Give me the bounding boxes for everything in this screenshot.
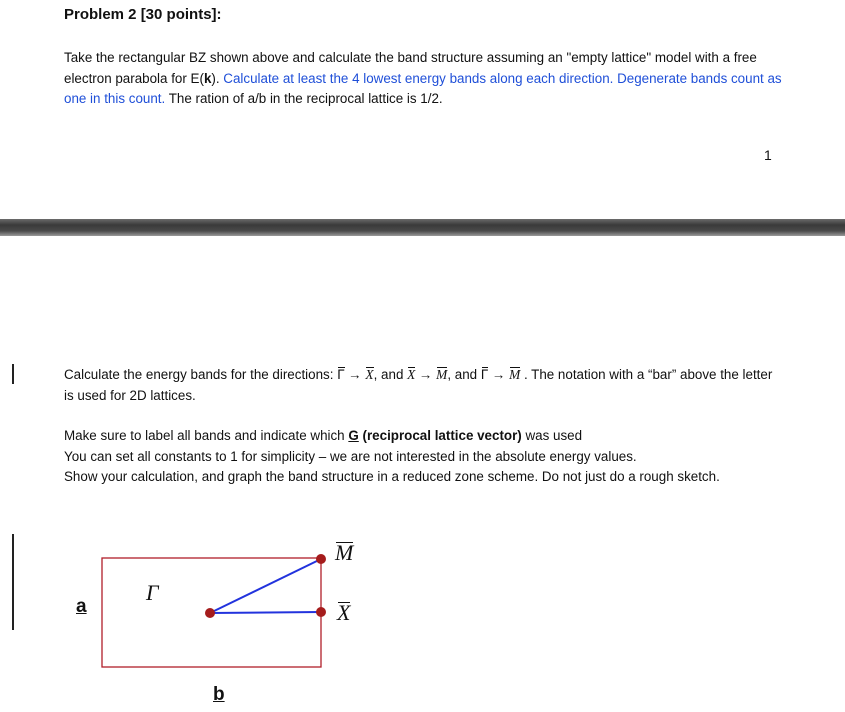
directions-text-1: Calculate the energy bands for the directions: <box>64 367 338 382</box>
x-symbol: X <box>365 365 373 386</box>
label-m-text: M <box>335 540 354 565</box>
label-a: a <box>76 596 87 617</box>
page-divider <box>0 219 845 236</box>
text-cursor-mark <box>12 364 14 384</box>
arrow-3: → <box>488 367 510 382</box>
arrow-2: → <box>415 367 437 382</box>
m-symbol: M <box>436 365 447 386</box>
intro-k-vector: k <box>203 70 212 86</box>
directions-paragraph <box>64 365 784 406</box>
x-point <box>316 607 326 617</box>
instruction-bold: (reciprocal lattice vector) <box>358 428 522 443</box>
x-symbol: X <box>407 365 415 386</box>
label-b: b <box>213 684 225 705</box>
page-number: 1 <box>764 147 772 163</box>
intro-text-3: The ration of a/b in the reciprocal lattice is 1/2. <box>165 91 443 106</box>
instruction-line-1 <box>64 426 784 447</box>
intro-highlight: Calculate at least the 4 lowest energy bands along each direction. Degenerate bands count as one in this count. <box>64 70 782 106</box>
instruction-1b: was used <box>521 428 583 443</box>
label-x <box>337 600 350 626</box>
label-m <box>335 540 353 566</box>
problem-intro <box>64 48 784 110</box>
intro-text-2: ). <box>211 70 224 86</box>
arrow-1: → <box>344 367 366 382</box>
gamma-m-line <box>210 559 321 613</box>
instruction-g-vector: G <box>348 428 359 443</box>
instructions-paragraph <box>64 426 784 488</box>
gamma-x-line <box>210 612 321 613</box>
gamma-symbol: Γ <box>481 365 488 386</box>
instruction-1a: Make sure to label all bands and indicate which <box>64 428 349 443</box>
instruction-line-2: You can set all constants to 1 for simplicity – we are not interested in the absolute energy values. <box>64 448 637 464</box>
directions-sep-1: , and <box>373 367 408 382</box>
m-point <box>316 554 326 564</box>
directions-text-2: . The notation with a “bar” above the letter is used for 2D lattices. <box>64 367 773 403</box>
bz-diagram <box>0 530 845 712</box>
m-symbol: M <box>509 365 520 386</box>
label-gamma: Γ <box>146 580 159 605</box>
directions-sep-2: , and <box>447 367 481 382</box>
gamma-point <box>205 608 215 618</box>
gamma-symbol: Γ <box>337 365 344 386</box>
label-x-text: X <box>337 600 351 625</box>
intro-text-1: Take the rectangular BZ shown above and calculate the band structure assuming an "empty lattice" model with a free electron parabola for E( <box>64 50 757 86</box>
instruction-line-3: Show your calculation, and graph the band structure in a reduced zone scheme. Do not just do a rough sketch. <box>64 469 720 484</box>
problem-title: Problem 2 [30 points]: <box>64 6 222 23</box>
